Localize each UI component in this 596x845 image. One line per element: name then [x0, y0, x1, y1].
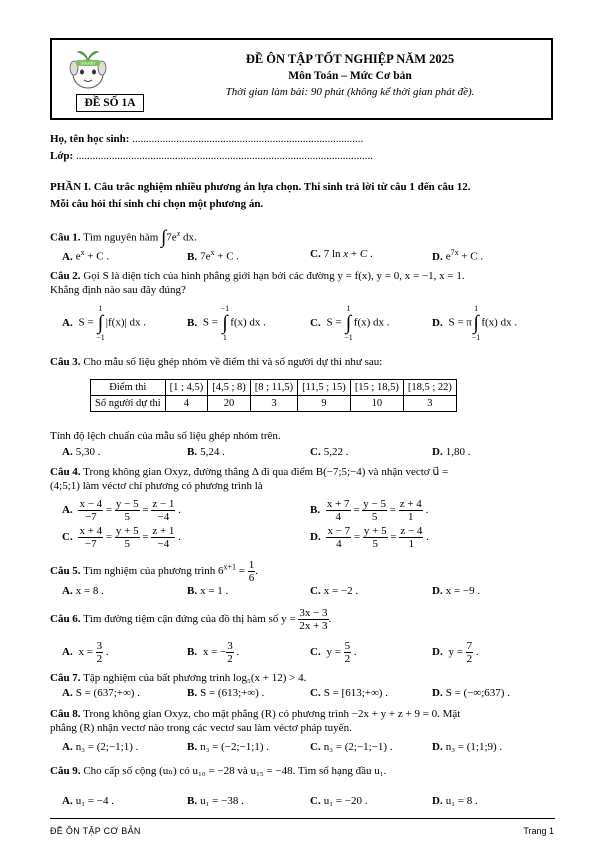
student-name-dots[interactable]: .................................................................................... — [132, 133, 364, 145]
student-class-label: Lớp: — [50, 150, 74, 162]
question-8-label: Câu 8. — [50, 708, 81, 720]
student-name-line — [50, 133, 363, 145]
question-8 — [50, 707, 555, 735]
question-5-label: Câu 5. — [50, 565, 81, 578]
q5-option-c[interactable]: C. x = −2 . — [310, 585, 359, 597]
question-5: Câu 5. Tìm nghiệm của phương trình $6^{x+1}$ = $\frac{1}{6}$ . — [50, 559, 259, 584]
section-heading-1: PHẦN I. Câu trắc nghiệm nhiều phương án lựa chọn. Thí sinh trả lời từ câu 1 đến câu 12. — [50, 181, 471, 193]
exam-title: ĐỀ ÔN TẬP TỐT NGHIỆP NĂM 2025 — [245, 52, 455, 66]
q8-option-a-text: n₃ = (2;−1;1) . — [75, 741, 139, 753]
question-1-expr: 7e — [166, 231, 177, 244]
table-cell: Số người dự thi — [91, 396, 166, 412]
question-4 — [50, 465, 555, 493]
table-cell: 4 — [165, 396, 208, 412]
q8-option-c[interactable]: C. n₃ = (2;−1;−1) . — [310, 741, 393, 753]
q5-option-d-text: x = −9 . — [445, 585, 481, 597]
question-6-label: Câu 6. — [50, 613, 81, 626]
q1-option-c[interactable]: C. 7 ln x + C . — [310, 248, 373, 260]
table-cell: [1 ; 4,5) — [165, 380, 208, 396]
q8-option-c-text: n₃ = (2;−1;−1) . — [323, 741, 393, 753]
student-name-label: Họ, tên học sinh: — [50, 133, 130, 145]
exam-code: ĐỀ SỐ 1A — [76, 94, 144, 112]
q9-option-c-text: u₁ = −20 . — [323, 795, 368, 807]
question-5-text: Tìm nghiệm của phương trình 6 — [83, 565, 224, 578]
question-9 — [50, 764, 555, 778]
q8-option-b[interactable]: B. n₃ = (−2;−1;1) . — [187, 741, 269, 753]
question-1-dx: dx. — [180, 231, 197, 244]
question-4-text2: (4;5;1) làm véctơ chỉ phương có phương trình là — [50, 480, 263, 492]
logo-cartoon-icon — [58, 44, 118, 92]
table-cell: 3 — [250, 396, 297, 412]
question-9-text: Cho cấp số cộng (uₙ) có u₁₀ = −28 và u₁₅ = −48. Tìm số hạng đầu u₁. — [83, 765, 387, 777]
question-8-text1: Trong không gian Oxyz, cho mặt phẳng (R) có phương trình −2x + y + z + 9 = 0. Mặt — [83, 708, 461, 720]
q8-option-d-text: n₃ = (1;1;9) . — [445, 741, 503, 753]
q9-option-a-text: u₁ = −4 . — [75, 795, 114, 807]
q3-option-a[interactable]: A. 5,30 . — [62, 446, 101, 458]
q5-option-a-text: x = 8 . — [75, 585, 104, 597]
q3-option-a-text: 5,30 . — [75, 446, 101, 458]
question-7-text: Tập nghiệm của bất phương trình log₅(x + 12) > 4. — [83, 672, 307, 684]
table-cell: 20 — [208, 396, 251, 412]
footer-divider — [50, 818, 555, 819]
question-2 — [50, 269, 555, 297]
q5-option-c-text: x = −2 . — [323, 585, 359, 597]
q7-option-c-text: S = [613;+∞) . — [323, 687, 388, 699]
question-3 — [50, 355, 555, 369]
q7-option-a-text: S = (637;+∞) . — [75, 687, 140, 699]
q8-option-d[interactable]: D. n₃ = (1;1;9) . — [432, 741, 503, 753]
q7-option-b[interactable]: B. S = (613;+∞) . — [187, 687, 265, 699]
q7-option-d-text: S = (−∞;637) . — [445, 687, 510, 699]
q4-option-d[interactable]: D. $\frac{x - 7}{4}$ = $\frac{y + 5}{5}$ = $\frac{z - 4}{1}$ . — [310, 525, 429, 550]
q2-option-d[interactable]: D. S = π 1 ∫ −1 f(x) dx . — [432, 304, 518, 342]
q5-option-b[interactable]: B. x = 1 . — [187, 585, 229, 597]
question-7-label: Câu 7. — [50, 672, 81, 684]
table-cell: 10 — [350, 396, 403, 412]
q7-option-a[interactable]: A. S = (637;+∞) . — [62, 687, 140, 699]
footer-left: ĐỀ ÔN TẬP CƠ BẢN — [50, 826, 141, 836]
q1-option-d[interactable]: D. $e^{7x} + C$ . — [432, 248, 484, 263]
question-4-text1: Trong không gian Oxyz, đường thẳng Δ đi qua điểm B(−7;5;−4) và nhận vectơ u⃗ = — [83, 466, 449, 478]
q4-option-b[interactable]: B. $\frac{x + 7}{4}$ = $\frac{y - 5}{5}$ = $\frac{z + 4}{1}$ . — [310, 498, 429, 523]
q3-option-b-text: 5,24 . — [200, 446, 225, 458]
q9-option-c[interactable]: C. u₁ = −20 . — [310, 795, 368, 807]
question-1-sup: x — [176, 229, 181, 238]
student-class-line — [50, 150, 373, 162]
data-table — [90, 379, 457, 412]
q3-option-c[interactable]: C. 5,22 . — [310, 446, 349, 458]
q2-option-b[interactable]: B. S = −1 ∫ 1 f(x) dx . — [187, 304, 266, 342]
question-8-text2: phẳng (R) nhận vectơ nào trong các vectơ sau làm véctơ pháp tuyến. — [50, 722, 352, 734]
q6-option-b[interactable]: B. x = − $\frac{3}{2}$ . — [187, 640, 240, 665]
table-cell: 3 — [403, 396, 456, 412]
question-1-label: Câu 1. — [50, 231, 81, 244]
q7-option-d[interactable]: D. S = (−∞;637) . — [432, 687, 510, 699]
question-1: Câu 1. Tìm nguyên hàm $\int 7e^x$ dx. — [50, 227, 197, 249]
table-cell: [11,5 ; 15) — [298, 380, 351, 396]
exam-time: Thời gian làm bài: 90 phút (không kể thời gian phát đề). — [225, 86, 475, 98]
table-cell: [8 ; 11,5) — [250, 380, 297, 396]
logo-text: GIA KIỆT — [80, 61, 96, 66]
q7-option-b-text: S = (613;+∞) . — [200, 687, 265, 699]
q9-option-d-text: u₁ = 8 . — [445, 795, 478, 807]
q8-option-b-text: n₃ = (−2;−1;1) . — [200, 741, 269, 753]
question-3-label: Câu 3. — [50, 356, 81, 368]
table-cell: Điểm thi — [91, 380, 166, 396]
table-cell: 9 — [298, 396, 351, 412]
q2-option-c[interactable]: C. S = 1 ∫ −1 f(x) dx . — [310, 304, 390, 342]
question-1-text: Tìm nguyên hàm — [83, 231, 159, 244]
section-heading-2: Mỗi câu hỏi thí sinh chỉ chọn một phương án. — [50, 198, 264, 210]
table-cell: [4,5 ; 8) — [208, 380, 251, 396]
question-3-after: Tính độ lệch chuẩn của mẫu số liệu ghép nhóm trên. — [50, 430, 281, 442]
question-3-text: Cho mẫu số liệu ghép nhóm về điểm thi và số người dự thi như sau: — [83, 356, 383, 368]
question-4-label: Câu 4. — [50, 466, 81, 478]
question-6: Câu 6. Tìm đường tiệm cận đứng của đồ thị hàm số y = $\frac{3x - 3}{2x + 3}$ . — [50, 607, 332, 632]
question-2-text2: Khẳng định nào sau đây đúng? — [50, 284, 186, 296]
q6-option-c[interactable]: C. y = $\frac{5}{2}$ . — [310, 640, 357, 665]
question-9-label: Câu 9. — [50, 765, 81, 777]
q3-option-d-text: 1,80 . — [445, 446, 471, 458]
q4-option-a[interactable]: A. $\frac{x - 4}{-7}$ = $\frac{y - 5}{5}$ = $\frac{z - 1}{-4}$ . — [62, 498, 181, 523]
q9-option-b-text: u₁ = −38 . — [200, 795, 244, 807]
q5-option-a[interactable]: A. x = 8 . — [62, 585, 104, 597]
exam-subject: Môn Toán – Mức Cơ bản — [288, 70, 412, 82]
q7-option-c[interactable]: C. S = [613;+∞) . — [310, 687, 388, 699]
q5-option-d[interactable]: D. x = −9 . — [432, 585, 481, 597]
table-cell: [18,5 ; 22) — [403, 380, 456, 396]
question-6-text: Tìm đường tiệm cận đứng của đồ thị hàm số y = — [83, 613, 296, 626]
q4-option-c[interactable]: C. $\frac{x + 4}{-7}$ = $\frac{y + 5}{5}$ = $\frac{z + 1}{-4}$ . — [62, 525, 181, 550]
table-cell: [15 ; 18,5) — [350, 380, 403, 396]
q6-option-a[interactable]: A. x = $\frac{3}{2}$ . — [62, 640, 109, 665]
q3-option-d[interactable]: D. 1,80 . — [432, 446, 471, 458]
q9-option-a[interactable]: A. u₁ = −4 . — [62, 795, 114, 807]
q8-option-a[interactable]: A. n₃ = (2;−1;1) . — [62, 741, 139, 753]
q1-option-b[interactable]: B. $7e^x + C$ . — [187, 248, 240, 263]
question-2-text1: Gọi S là diện tích của hình phẳng giới hạn bởi các đường y = f(x), y = 0, x = −1, x = 1. — [83, 270, 465, 282]
q3-option-b[interactable]: B. 5,24 . — [187, 446, 225, 458]
footer-page-number: Trang 1 — [523, 826, 554, 836]
q1-option-a[interactable]: A. $e^x + C$ . — [62, 248, 110, 263]
student-class-dots[interactable]: ............................................................................................................ — [75, 150, 373, 162]
q5-option-b-text: x = 1 . — [200, 585, 229, 597]
q9-option-b[interactable]: B. u₁ = −38 . — [187, 795, 244, 807]
q9-option-d[interactable]: D. u₁ = 8 . — [432, 795, 478, 807]
table-row — [91, 396, 457, 412]
question-2-label: Câu 2. — [50, 270, 81, 282]
q6-option-d[interactable]: D. y = $\frac{7}{2}$ . — [432, 640, 479, 665]
q2-option-a[interactable]: A. S = 1 ∫ −1 |f(x)| dx . — [62, 304, 146, 342]
table-header-row — [91, 380, 457, 396]
q3-option-c-text: 5,22 . — [323, 446, 349, 458]
question-7 — [50, 671, 555, 685]
